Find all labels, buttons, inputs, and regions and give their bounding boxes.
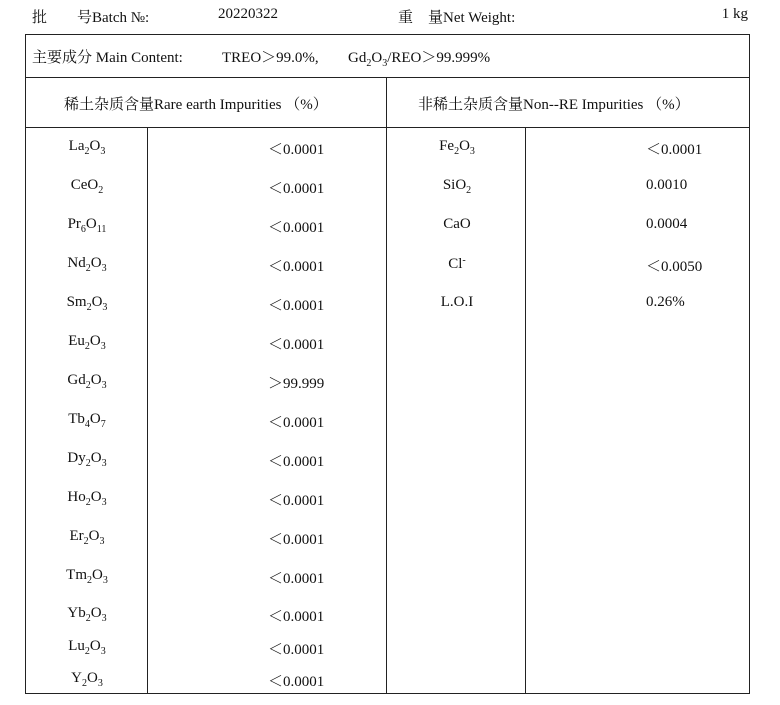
section-divider xyxy=(386,77,387,694)
rare-earth-value: ＜0.0001 xyxy=(268,259,325,275)
non-re-value: 0.26% xyxy=(646,294,685,310)
batch-number: 20220322 xyxy=(218,6,278,22)
non-re-value: 0.0004 xyxy=(646,216,688,232)
rare-earth-value: ＜0.0001 xyxy=(268,337,325,353)
non-re-formula: L.O.I xyxy=(440,294,474,310)
rare-earth-formula: $Sm_2O_3$ xyxy=(66,294,108,313)
table-right-border xyxy=(749,34,750,694)
main-content-label: 主要成分 Main Content: xyxy=(32,50,183,66)
rare-earth-value: ＜0.0001 xyxy=(268,220,325,236)
non-re-value: ＜0.0001 xyxy=(646,142,703,158)
rare-earth-value: ＜0.0001 xyxy=(268,142,325,158)
rare-earth-value: ＞99.999 xyxy=(268,376,325,392)
table-bottom-border xyxy=(25,693,750,694)
non-re-column-divider xyxy=(525,127,526,694)
rare-earth-formula: $Lu_2O_3$ xyxy=(68,638,106,657)
rare-earth-formula: $Eu_2O_3$ xyxy=(68,333,106,352)
rare-earth-value: ＜0.0001 xyxy=(268,642,325,658)
rare-earth-impurities-title: 稀土杂质含量Rare earth Impurities （%） xyxy=(64,97,328,113)
rare-earth-formula: $Pr_6O_{11}$ xyxy=(67,216,107,235)
net-weight-label: 重 量Net Weight: xyxy=(398,10,516,26)
rare-earth-formula: $Y_2O_3$ xyxy=(71,670,103,689)
gd2o3-reo-purity: $Gd_2O_3/REO>99.999\%$ xyxy=(348,50,491,69)
rare-earth-value: ＜0.0001 xyxy=(268,454,325,470)
rare-earth-value: ＜0.0001 xyxy=(268,415,325,431)
main-content-bottom-border xyxy=(25,77,750,78)
rare-earth-formula: $Er_2O_3$ xyxy=(69,528,105,547)
rare-earth-value: ＜0.0001 xyxy=(268,674,325,690)
non-re-formula: CaO xyxy=(443,216,471,232)
rare-earth-value: ＜0.0001 xyxy=(268,532,325,548)
rare-earth-formula: CeO$_2$ xyxy=(70,177,104,196)
rare-earth-column-divider xyxy=(147,127,148,694)
rare-earth-formula: $Tm_2O_3$ xyxy=(66,567,108,586)
net-weight-value: 1 kg xyxy=(721,6,748,22)
rare-earth-formula: $Tb_4O_7$ xyxy=(68,411,106,430)
non-re-formula: SiO$_2$ xyxy=(442,177,472,196)
rare-earth-value: ＜0.0001 xyxy=(268,181,325,197)
treo-value: TREO＞99.0%, xyxy=(222,50,319,66)
non-re-formula: $Fe_2O_3$ xyxy=(439,138,475,157)
rare-earth-formula: $Yb_2O_3$ xyxy=(67,605,107,624)
non-re-value: ＜0.0050 xyxy=(646,259,703,275)
table-left-border xyxy=(25,34,26,694)
rare-earth-formula: $Dy_2O_3$ xyxy=(67,450,107,469)
rare-earth-value: ＜0.0001 xyxy=(268,609,325,625)
non-re-value: 0.0010 xyxy=(646,177,688,193)
rare-earth-value: ＜0.0001 xyxy=(268,493,325,509)
rare-earth-value: ＜0.0001 xyxy=(268,571,325,587)
non-re-formula: Cl- xyxy=(448,255,466,272)
section-header-bottom-border xyxy=(25,127,750,128)
rare-earth-formula: $Gd_2O_3$ xyxy=(67,372,107,391)
non-re-impurities-title: 非稀土杂质含量Non--RE Impurities （%） xyxy=(418,97,690,113)
rare-earth-value: ＜0.0001 xyxy=(268,298,325,314)
rare-earth-formula: $Ho_2O_3$ xyxy=(67,489,107,508)
rare-earth-formula: $Nd_2O_3$ xyxy=(67,255,107,274)
rare-earth-formula: $La_2O_3$ xyxy=(68,138,106,157)
table-top-border xyxy=(25,34,750,35)
batch-label: 批 号Batch №: xyxy=(32,10,150,26)
